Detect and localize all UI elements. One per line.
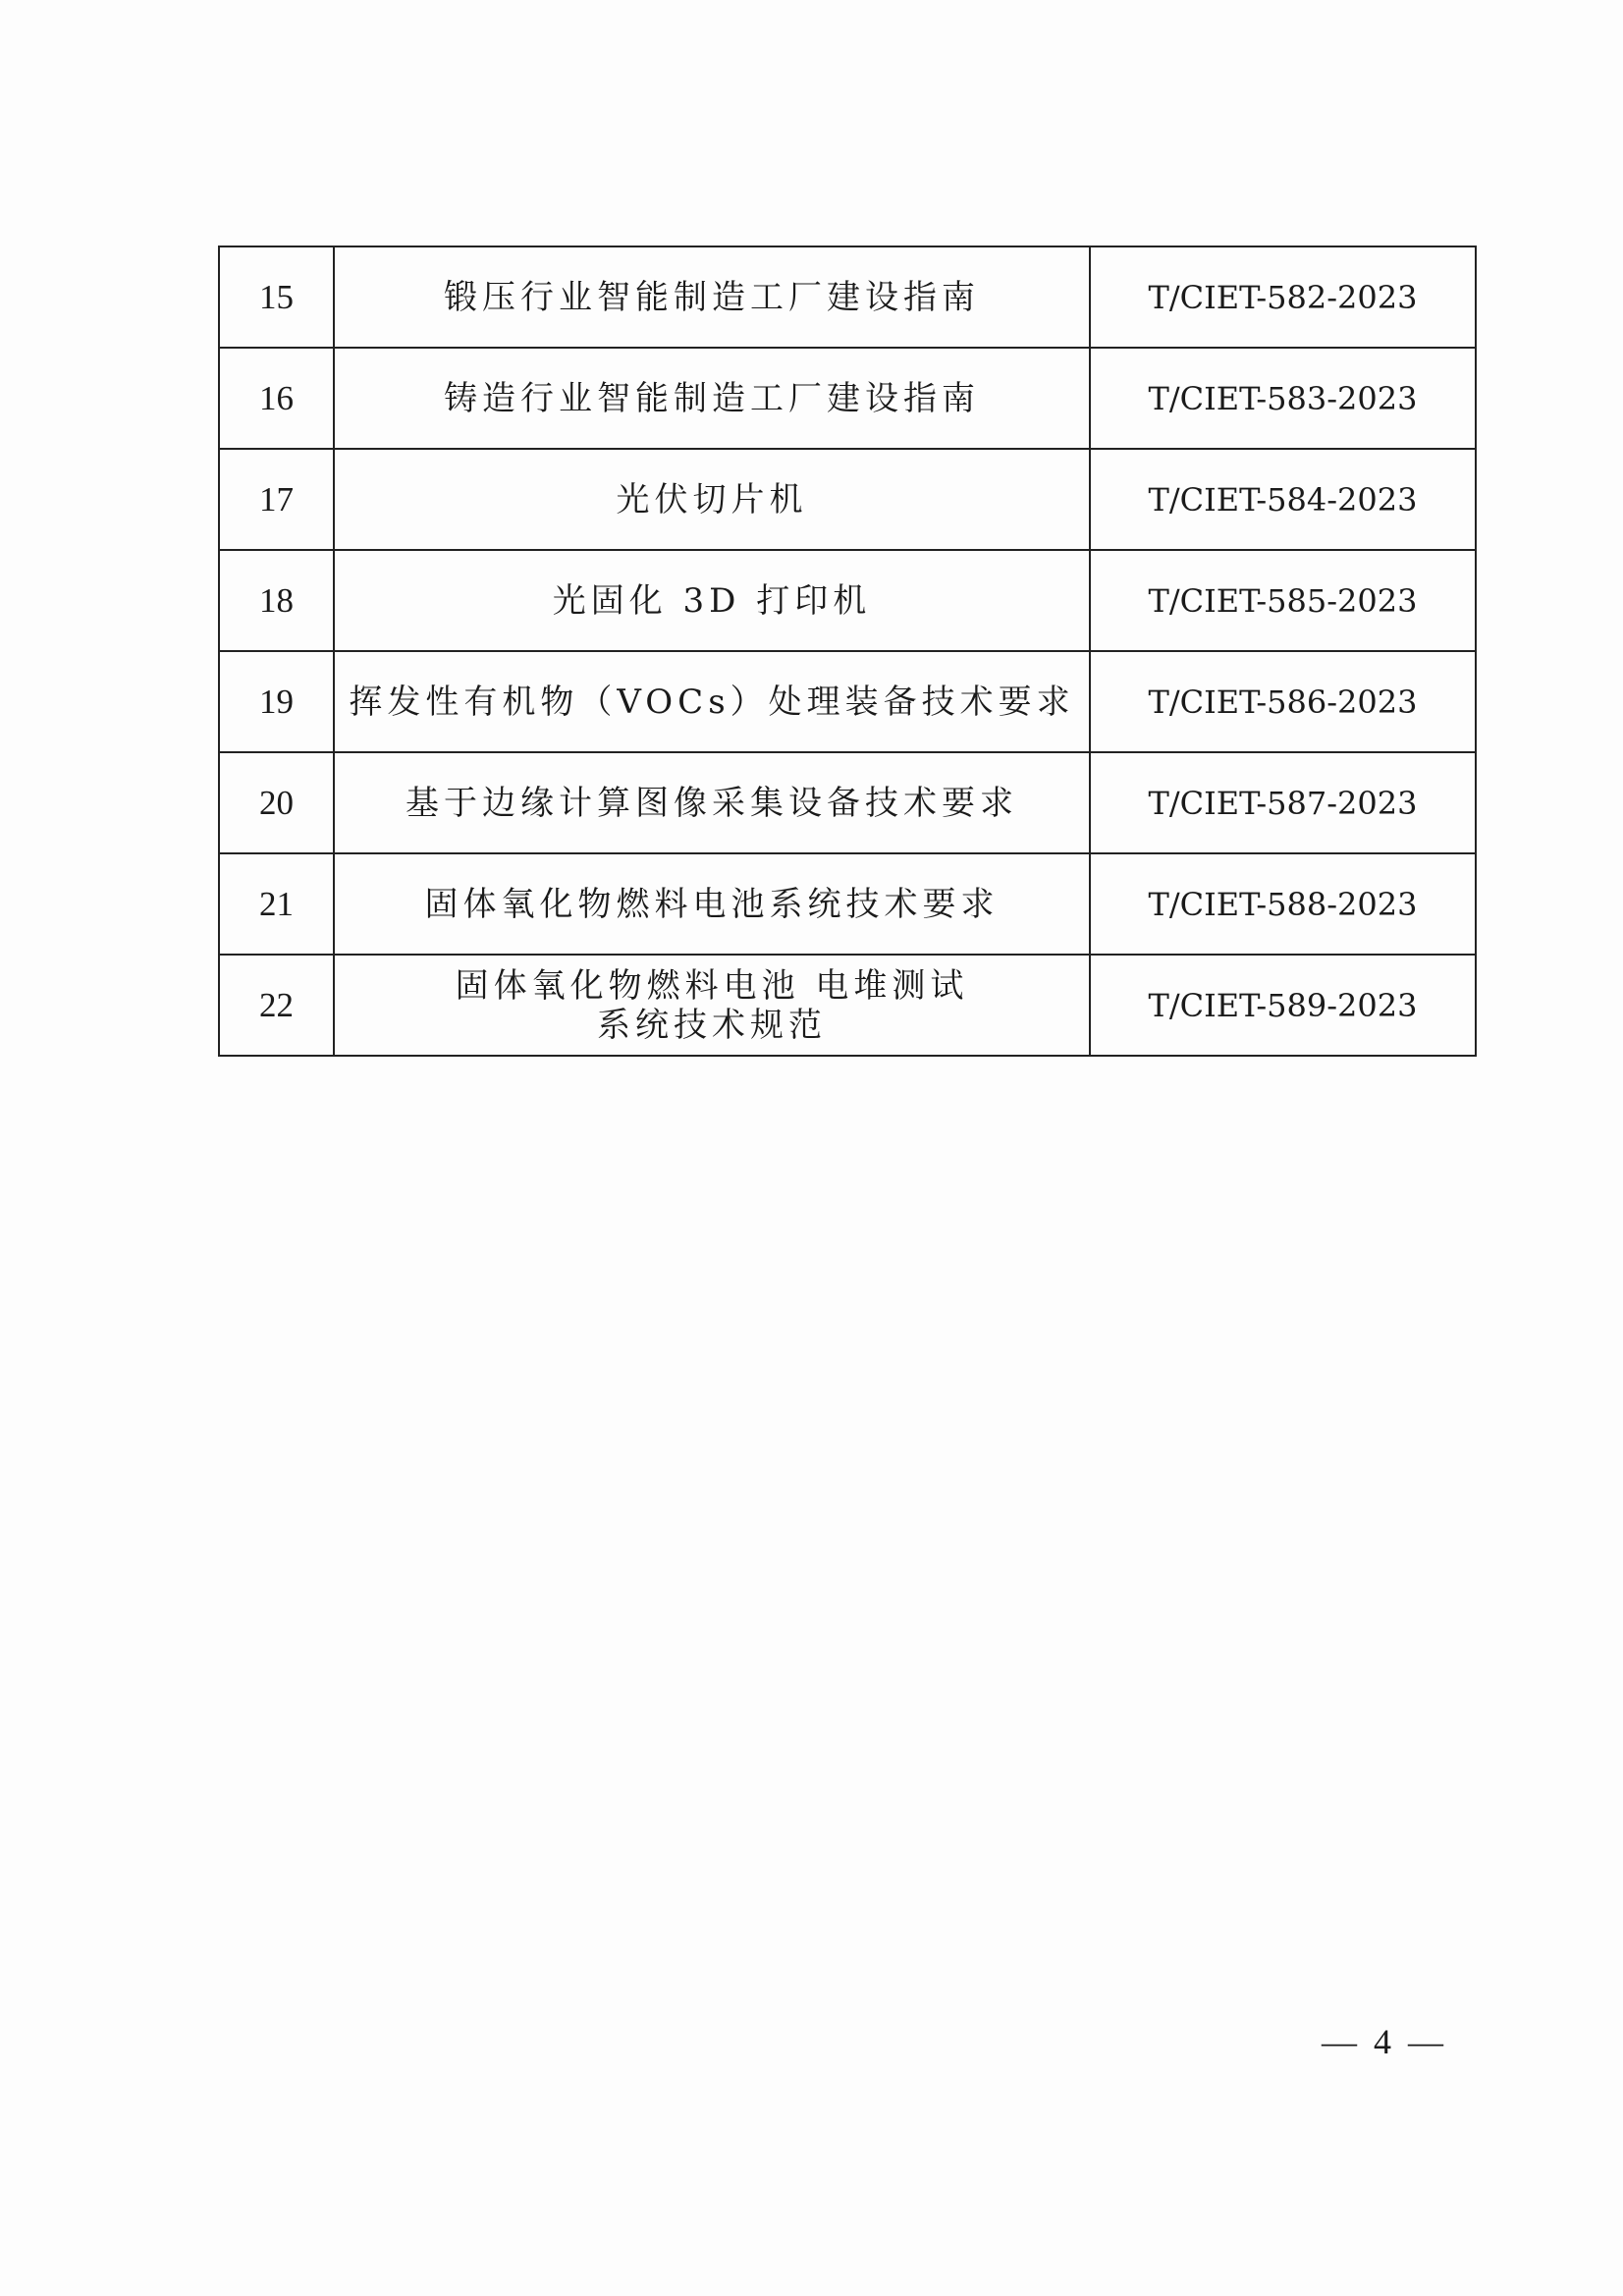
row-number-cell: 19 [219,651,334,752]
standard-name-line: 基于边缘计算图像采集设备技术要求 [406,783,1018,823]
row-number-cell: 16 [219,348,334,449]
table-row [219,449,1476,550]
row-number-cell: 15 [219,246,334,348]
table-row [219,955,1476,1056]
table-row [219,348,1476,449]
row-number-cell: 21 [219,853,334,955]
row-number-cell: 20 [219,752,334,853]
standard-name-line: 固体氧化物燃料电池 电堆测试 [455,965,969,1006]
standard-name-line: 光伏切片机 [616,479,808,519]
table-row [219,853,1476,955]
standard-code-cell: T/CIET-584-2023 [1090,449,1476,550]
standard-name-line: 系统技术规范 [597,1005,827,1045]
standard-name-line: 铸造行业智能制造工厂建设指南 [444,378,980,418]
standard-name-cell [334,752,1090,853]
standard-name-cell [334,449,1090,550]
standard-code-cell: T/CIET-587-2023 [1090,752,1476,853]
standard-code-cell: T/CIET-585-2023 [1090,550,1476,651]
page-number: — 4 — [1322,2022,1447,2061]
row-number-cell: 18 [219,550,334,651]
table-row [219,752,1476,853]
standard-name-cell [334,550,1090,651]
table-row [219,246,1476,348]
standards-table [218,246,1477,1057]
standard-code-cell: T/CIET-588-2023 [1090,853,1476,955]
standard-name-line: 锻压行业智能制造工厂建设指南 [444,277,980,317]
row-number-cell: 17 [219,449,334,550]
standard-code-cell: T/CIET-586-2023 [1090,651,1476,752]
standard-code-cell: T/CIET-582-2023 [1090,246,1476,348]
standard-name-line: 挥发性有机物（VOCs）处理装备技术要求 [349,682,1075,722]
standard-code-cell: T/CIET-589-2023 [1090,955,1476,1056]
standards-table-body [219,246,1476,1056]
standard-name-cell [334,246,1090,348]
standard-name-line: 光固化 3D 打印机 [552,580,872,621]
standard-name-cell [334,955,1090,1056]
standard-name-line: 固体氧化物燃料电池系统技术要求 [424,884,1000,924]
standard-name-cell [334,651,1090,752]
table-row [219,550,1476,651]
table-row [219,651,1476,752]
standard-name-cell [334,348,1090,449]
standard-code-cell: T/CIET-583-2023 [1090,348,1476,449]
row-number-cell: 22 [219,955,334,1056]
standard-name-cell [334,853,1090,955]
